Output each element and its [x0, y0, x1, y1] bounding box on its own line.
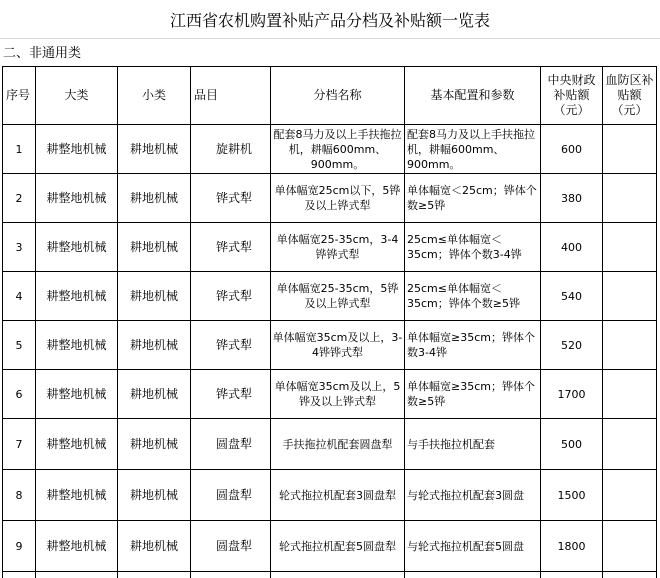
cell-item: 铧式犁: [191, 223, 271, 272]
cell-subcategory: 耕地机械: [118, 370, 191, 419]
table-row: [3, 223, 657, 272]
cell-schisto-subsidy: [603, 370, 657, 419]
cell-category: 耕整地机械: [36, 321, 118, 370]
cell-config: 配套8马力及以上手扶拖拉机，耕幅600mm、900mm。: [405, 125, 541, 174]
cell-config: 单体幅宽≥35cm；铧体个数3-4铧: [405, 321, 541, 370]
cell-subcategory: 耕地机械: [118, 125, 191, 174]
header-cell: 分档名称: [271, 67, 405, 125]
cell-no: 8: [3, 470, 36, 521]
cell-grade-name: 单体幅宽25-35cm，3-4铧铧式犁: [271, 223, 405, 272]
cell-subcategory: 耕地机械: [118, 223, 191, 272]
empty-cell: [3, 572, 36, 578]
table-row: [3, 272, 657, 321]
cell-no: 9: [3, 521, 36, 572]
cell-item: 旋耕机: [191, 125, 271, 174]
cell-no: 3: [3, 223, 36, 272]
empty-cell: [405, 572, 541, 578]
table-header-row: [3, 67, 657, 125]
cell-category: 耕整地机械: [36, 521, 118, 572]
cell-config: 与轮式拖拉机配套5圆盘: [405, 521, 541, 572]
cell-config: 与轮式拖拉机配套3圆盘: [405, 470, 541, 521]
cell-central-subsidy: 1800: [541, 521, 603, 572]
header-cell: 基本配置和参数: [405, 67, 541, 125]
cell-grade-name: 配套8马力及以上手扶拖拉机，耕幅600mm、900mm。: [271, 125, 405, 174]
cell-grade-name: 单体幅宽25cm以下，5铧及以上铧式犁: [271, 174, 405, 223]
section-heading: 二、非通用类: [3, 42, 81, 61]
cell-item: 铧式犁: [191, 272, 271, 321]
header-cell: 中央财政补贴额（元）: [541, 67, 603, 125]
header-cell: 品目: [191, 67, 271, 125]
cell-category: 耕整地机械: [36, 174, 118, 223]
page-title: 江西省农机购置补贴产品分档及补贴额一览表: [0, 0, 660, 39]
header-cell: 小类: [118, 67, 191, 125]
cell-central-subsidy: 1700: [541, 370, 603, 419]
empty-cell: [271, 572, 405, 578]
cell-subcategory: 耕地机械: [118, 174, 191, 223]
cell-no: 6: [3, 370, 36, 419]
empty-cell: [191, 572, 271, 578]
cell-category: 耕整地机械: [36, 370, 118, 419]
cell-schisto-subsidy: [603, 125, 657, 174]
cell-item: 铧式犁: [191, 370, 271, 419]
cell-config: 25cm≤单体幅宽＜35cm；铧体个数≥5铧: [405, 272, 541, 321]
cell-central-subsidy: 600: [541, 125, 603, 174]
cell-subcategory: 耕地机械: [118, 272, 191, 321]
cell-config: 与手扶拖拉机配套: [405, 419, 541, 470]
cell-subcategory: 耕地机械: [118, 321, 191, 370]
cell-central-subsidy: 380: [541, 174, 603, 223]
header-cell: 血防区补贴额（元）: [603, 67, 657, 125]
table-row-cutoff: [3, 572, 657, 578]
cell-config: 25cm≤单体幅宽＜35cm；铧体个数3-4铧: [405, 223, 541, 272]
cell-item: 铧式犁: [191, 174, 271, 223]
cell-central-subsidy: 1500: [541, 470, 603, 521]
cell-central-subsidy: 540: [541, 272, 603, 321]
table-row: [3, 370, 657, 419]
cell-subcategory: 耕地机械: [118, 521, 191, 572]
cell-grade-name: 轮式拖拉机配套3圆盘犁: [271, 470, 405, 521]
empty-cell: [603, 572, 657, 578]
cell-schisto-subsidy: [603, 470, 657, 521]
cell-schisto-subsidy: [603, 223, 657, 272]
cell-central-subsidy: 400: [541, 223, 603, 272]
cell-item: 圆盘犁: [191, 521, 271, 572]
cell-grade-name: 单体幅宽25-35cm，5铧及以上铧式犁: [271, 272, 405, 321]
cell-central-subsidy: 500: [541, 419, 603, 470]
header-cell: 大类: [36, 67, 118, 125]
cell-category: 耕整地机械: [36, 470, 118, 521]
subsidy-table: [2, 66, 657, 578]
cell-no: 5: [3, 321, 36, 370]
cell-schisto-subsidy: [603, 272, 657, 321]
cell-category: 耕整地机械: [36, 125, 118, 174]
table-row: [3, 419, 657, 470]
table-row: [3, 125, 657, 174]
cell-schisto-subsidy: [603, 174, 657, 223]
cell-grade-name: 手扶拖拉机配套圆盘犁: [271, 419, 405, 470]
cell-config: 单体幅宽＜25cm；铧体个数≥5铧: [405, 174, 541, 223]
cell-subcategory: 耕地机械: [118, 419, 191, 470]
table-row: [3, 174, 657, 223]
empty-cell: [36, 572, 118, 578]
cell-item: 圆盘犁: [191, 419, 271, 470]
cell-config: 单体幅宽≥35cm；铧体个数≥5铧: [405, 370, 541, 419]
cell-no: 7: [3, 419, 36, 470]
empty-cell: [541, 572, 603, 578]
cell-item: 圆盘犁: [191, 470, 271, 521]
cell-category: 耕整地机械: [36, 272, 118, 321]
cell-grade-name: 单体幅宽35cm及以上，5铧及以上铧式犁: [271, 370, 405, 419]
empty-cell: [118, 572, 191, 578]
cell-no: 2: [3, 174, 36, 223]
cell-schisto-subsidy: [603, 521, 657, 572]
cell-grade-name: 轮式拖拉机配套5圆盘犁: [271, 521, 405, 572]
table-row: [3, 321, 657, 370]
cell-central-subsidy: 520: [541, 321, 603, 370]
cell-item: 铧式犁: [191, 321, 271, 370]
cell-no: 4: [3, 272, 36, 321]
cell-subcategory: 耕地机械: [118, 470, 191, 521]
cell-schisto-subsidy: [603, 419, 657, 470]
cell-category: 耕整地机械: [36, 419, 118, 470]
cell-grade-name: 单体幅宽35cm及以上，3-4铧铧式犁: [271, 321, 405, 370]
cell-no: 1: [3, 125, 36, 174]
header-cell: 序号: [3, 67, 36, 125]
cell-schisto-subsidy: [603, 321, 657, 370]
cell-category: 耕整地机械: [36, 223, 118, 272]
table-row: [3, 521, 657, 572]
table-row: [3, 470, 657, 521]
